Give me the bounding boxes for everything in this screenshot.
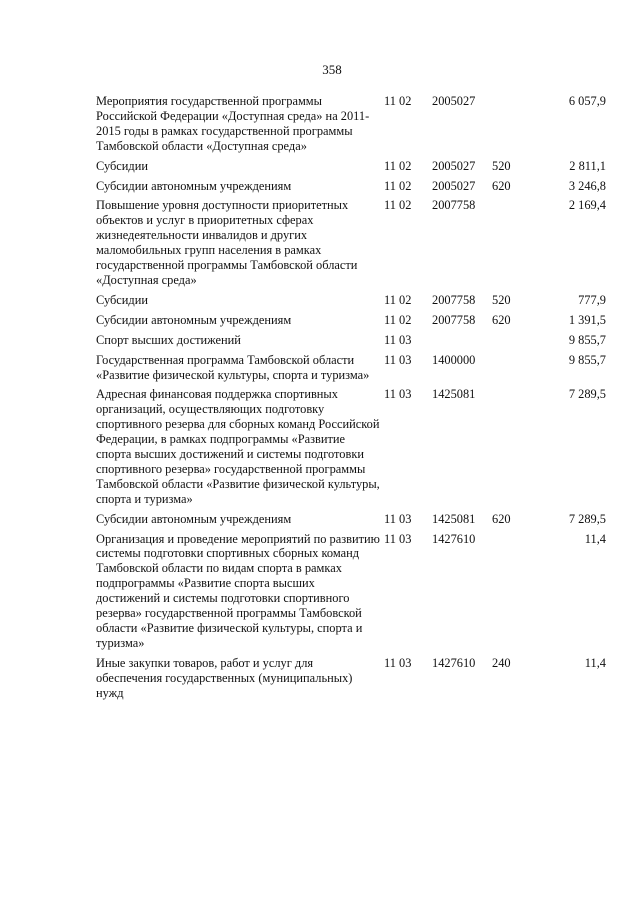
row-amount: 9 855,7 [568,332,606,347]
row-expense-type: 240 [492,655,511,670]
row-section-code: 11 03 [384,352,412,367]
row-target-code: 2005027 [432,94,476,108]
row-name: Повышение уровня доступности приоритетных объектов и услуг в приоритетных сферах жизнедеятельности инвалидов и других маломобильных групп населения в рамках государственной программы Тамбовской области «Доступная среда» [96,198,358,287]
row-amount: 1 391,5 [568,312,606,327]
row-expense-type: 620 [492,312,511,327]
row-section-code: 11 02 [384,158,412,173]
row-target-code: 1400000 [432,352,476,367]
budget-table [96,94,606,706]
row-target-code: 2005027 [432,178,476,193]
row-expense-type [492,333,530,353]
row-target-code: 1425081 [432,387,476,402]
row-name: Субсидии [96,158,148,173]
row-section-code: 11 03 [384,332,412,347]
table-row [96,512,606,532]
row-amount: 6 057,9 [568,94,606,108]
row-amount: 2 811,1 [569,158,606,173]
table-row [96,656,606,706]
row-amount: 11,4 [584,655,606,670]
row-amount: 777,9 [578,292,606,307]
row-expense-type: 520 [492,292,511,307]
table-body [96,94,606,706]
row-target-code: 2007758 [432,292,476,307]
row-target-code: 1427610 [432,655,476,670]
row-amount: 2 169,4 [568,198,606,213]
row-name: Государственная программа Тамбовской области «Развитие физической культуры, спорта и туризма» [96,352,370,382]
row-expense-type [492,532,530,656]
row-amount: 7 289,5 [568,387,606,402]
row-section-code: 11 02 [384,292,412,307]
table-row [96,179,606,199]
row-section-code: 11 03 [384,511,412,526]
row-target-code: 1427610 [432,531,476,546]
row-section-code: 11 03 [384,655,412,670]
table-row [96,387,606,511]
row-name: Субсидии автономным учреждениям [96,511,292,526]
row-amount: 11,4 [584,531,606,546]
row-section-code: 11 02 [384,94,412,108]
row-section-code: 11 02 [384,312,412,327]
table-row [96,313,606,333]
row-name: Субсидии автономным учреждениям [96,178,292,193]
row-name: Адресная финансовая поддержка спортивных организаций, осуществляющих подготовку спортивного резерва для сборных команд Российской Федерации, в рамках подпрограммы «Развитие спорта высших достижений и системы подготовки спортивного резерва» государственной программы Тамбовской области «Развитие физической культуры, спорта и туризма» [96,387,380,506]
table-row [96,532,606,656]
row-amount: 7 289,5 [568,511,606,526]
row-target-code: 2007758 [432,198,476,213]
row-expense-type [492,353,530,388]
row-amount: 3 246,8 [568,178,606,193]
row-expense-type: 620 [492,511,511,526]
row-name: Субсидии [96,292,148,307]
row-section-code: 11 02 [384,198,412,213]
row-name: Спорт высших достижений [96,332,241,347]
table-row [96,94,606,159]
table-row [96,333,606,353]
row-name: Субсидии автономным учреждениям [96,312,292,327]
row-expense-type: 620 [492,178,511,193]
row-name: Иные закупки товаров, работ и услуг для обеспечения государственных (муниципальных) нужд [96,655,353,700]
row-target-code: 2007758 [432,312,476,327]
row-amount: 9 855,7 [568,352,606,367]
table-row [96,293,606,313]
row-section-code: 11 03 [384,387,412,402]
row-expense-type [492,94,530,159]
row-target-code: 2005027 [432,158,476,173]
row-expense-type: 520 [492,158,511,173]
row-target-code: 1425081 [432,511,476,526]
table-row [96,353,606,388]
row-target-code [432,333,492,353]
row-section-code: 11 03 [384,531,412,546]
table-row [96,198,606,292]
row-expense-type [492,198,530,292]
row-section-code: 11 02 [384,178,412,193]
row-expense-type [492,387,530,511]
table-row [96,159,606,179]
row-name: Мероприятия государственной программы Российской Федерации «Доступная среда» на 2011-2015 годы в рамках государственной программы Тамбовской области «Доступная среда» [96,94,370,153]
page-number: 358 [322,62,342,77]
row-name: Организация и проведение мероприятий по развитию системы подготовки спортивных сборных команд Тамбовской области по видам спорта в рамках подпрограммы «Развитие спорта высших достижений и системы подготовки спортивного резерва» государственной программы Тамбовской области «Развитие физической культуры, спорта и туризма» [96,531,380,650]
